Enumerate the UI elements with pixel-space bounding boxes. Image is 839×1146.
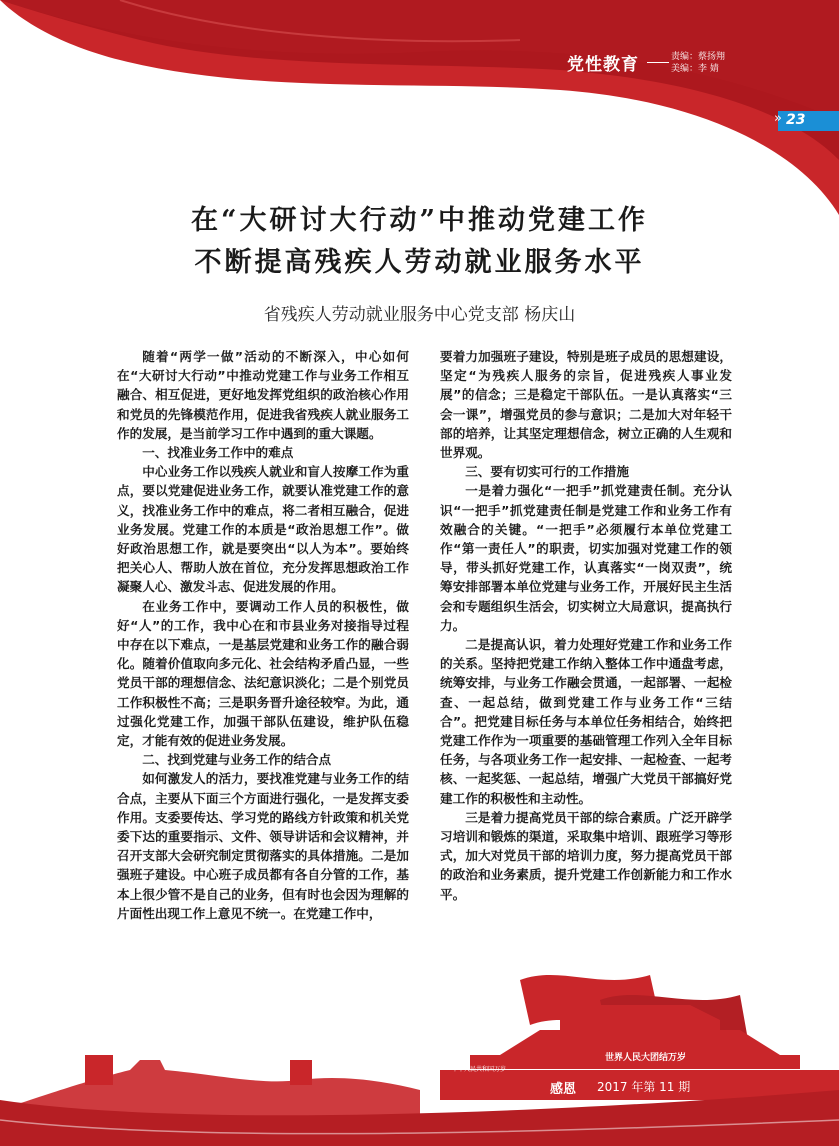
article-author: 省残疾人劳动就业服务中心党支部 杨庆山: [263, 305, 576, 325]
article-title-line-2: 不断提高残疾人劳动就业服务水平: [194, 247, 645, 278]
section-divider: [647, 62, 669, 63]
designer-name: 美编：李 婧: [671, 64, 719, 74]
paragraph: 要着力加强班子建设，特别是班子成员的思想建设，坚定“为残疾人服务的宗旨，促进残疾人事业发展”的信念；三是稳定干部队伍。一是认真落实“三会一课”，增强党员的参与意识；二是加大对年轻干部的培养，让其坚定理想信念，树立正确的人生观和世界观。: [440, 349, 732, 461]
paragraph: 随着“两学一做”活动的不断深入，中心如何在“大研讨大行动”中推动党建工作与业务工作相互融合、相互促进，更好地发挥党组织的政治核心作用和党员的先锋模范作用，促进我省残疾人就业服务工作的发展，是当前学习工作中遇到的重大课题。: [117, 349, 409, 441]
issue-number: 2017 年第 11 期: [597, 1080, 691, 1094]
editor-name: 责编：蔡扬翔: [671, 52, 726, 62]
text-column-right: [440, 347, 732, 904]
editor-credits: [671, 51, 725, 75]
text-column-left: [117, 347, 409, 923]
page-number: 23: [786, 112, 806, 128]
banner-slogan-small: 中华人民共和国万岁: [452, 1066, 507, 1073]
paragraph: 在业务工作中，要调动工作人员的积极性，做好“人”的工作，我中心在和市县业务对接指导过程中存在以下难点，一是基层党建和业务工作的融合弱化。随着价值取向多元化、社会结构矛盾凸显，一些党员干部的理想信念、法纪意识淡化；二是个别党员工作积极性不高；三是职务晋升途径较窄。为此，通过强化党建工作，加强干部队伍建设，维护队伍稳定，才能有效的促进业务发展。: [117, 598, 409, 749]
header-decoration: [0, 0, 839, 215]
paragraph: 一是着力强化“一把手”抓党建责任制。充分认识“一把手”抓党建责任制是党建工作和业务工作有效融合的关键。“一把手”必须履行本单位党建工作“第一责任人”的职责，切实加强对党建工作的领导，带头抓好党建工作，认真落实“一岗双责”，统筹安排部署本单位党建与业务工作，开展好民主生活会和专题组织生活会，切实树立大局意识，提高执行力。: [440, 483, 732, 633]
paragraph: 三是着力提高党员干部的综合素质。广泛开辟学习培训和锻炼的渠道，采取集中培训、跟班学习等形式，加大对党员干部的培训力度，努力提高党员干部的政治和业务素质，提升党建工作创新能力和工作水平。: [440, 809, 732, 902]
paragraph: 中心业务工作以残疾人就业和盲人按摩工作为重点，要以党建促进业务工作，就要认准党建工作的意义，找准业务工作中的难点，将二者相互融合，促进业务发展。党建工作的本质是“政治思想工作”。做好政治思想工作，就是要突出“以人为本”。要始终把关心人、帮助人放在首位，充分发挥思想政治工作凝聚人心、激发斗志、促进发展的作用。: [117, 464, 409, 595]
paragraph: 二是提高认识，着力处理好党建工作和业务工作的关系。坚持把党建工作纳入整体工作中通盘考虑，统筹安排，与业务工作融会贯通，一起部署、一起检查、一起总结，做到党建工作与业务工作“三结合”。把党建目标任务与本单位任务相结合，始终把党建工作作为一项重要的基础管理工作列入全年目标任务，与各项业务工作一起安排、一起检查、一起考核、一起奖惩、一起总结，增强广大党员干部搞好党建工作的积极性和主动性。: [440, 637, 732, 806]
article-title-line-1: 在“大研讨大行动”中推动党建工作: [190, 205, 649, 236]
section-title: 党性教育: [567, 55, 639, 75]
footer-decoration: [0, 960, 839, 1146]
banner-slogan: 世界人民大团结万岁: [605, 1053, 687, 1063]
double-arrow-icon: »: [774, 111, 782, 126]
page-number-tab: [774, 111, 839, 131]
section-heading: 二、找到党建与业务工作的结合点: [142, 752, 332, 768]
section-heading: 三、要有切实可行的工作措施: [465, 464, 629, 480]
paragraph: 如何激发人的活力，要找准党建与业务工作的结合点，主要从下面三个方面进行强化，一是发挥支委作用。支委要传达、学习党的路线方针政策和机关党委下达的重要指示、文件、领导讲话和会议精神，并召开支部大会研究制定贯彻落实的具体措施。二是加强班子建设。中心班子成员都有各自分管的工作，基本上很少管不是自己的业务，但有时也会因为理解的片面性出现工作上意见不统一。在党建工作中，: [117, 771, 409, 921]
section-heading: 一、找准业务工作中的难点: [142, 445, 294, 461]
magazine-name: 感恩: [550, 1082, 577, 1097]
